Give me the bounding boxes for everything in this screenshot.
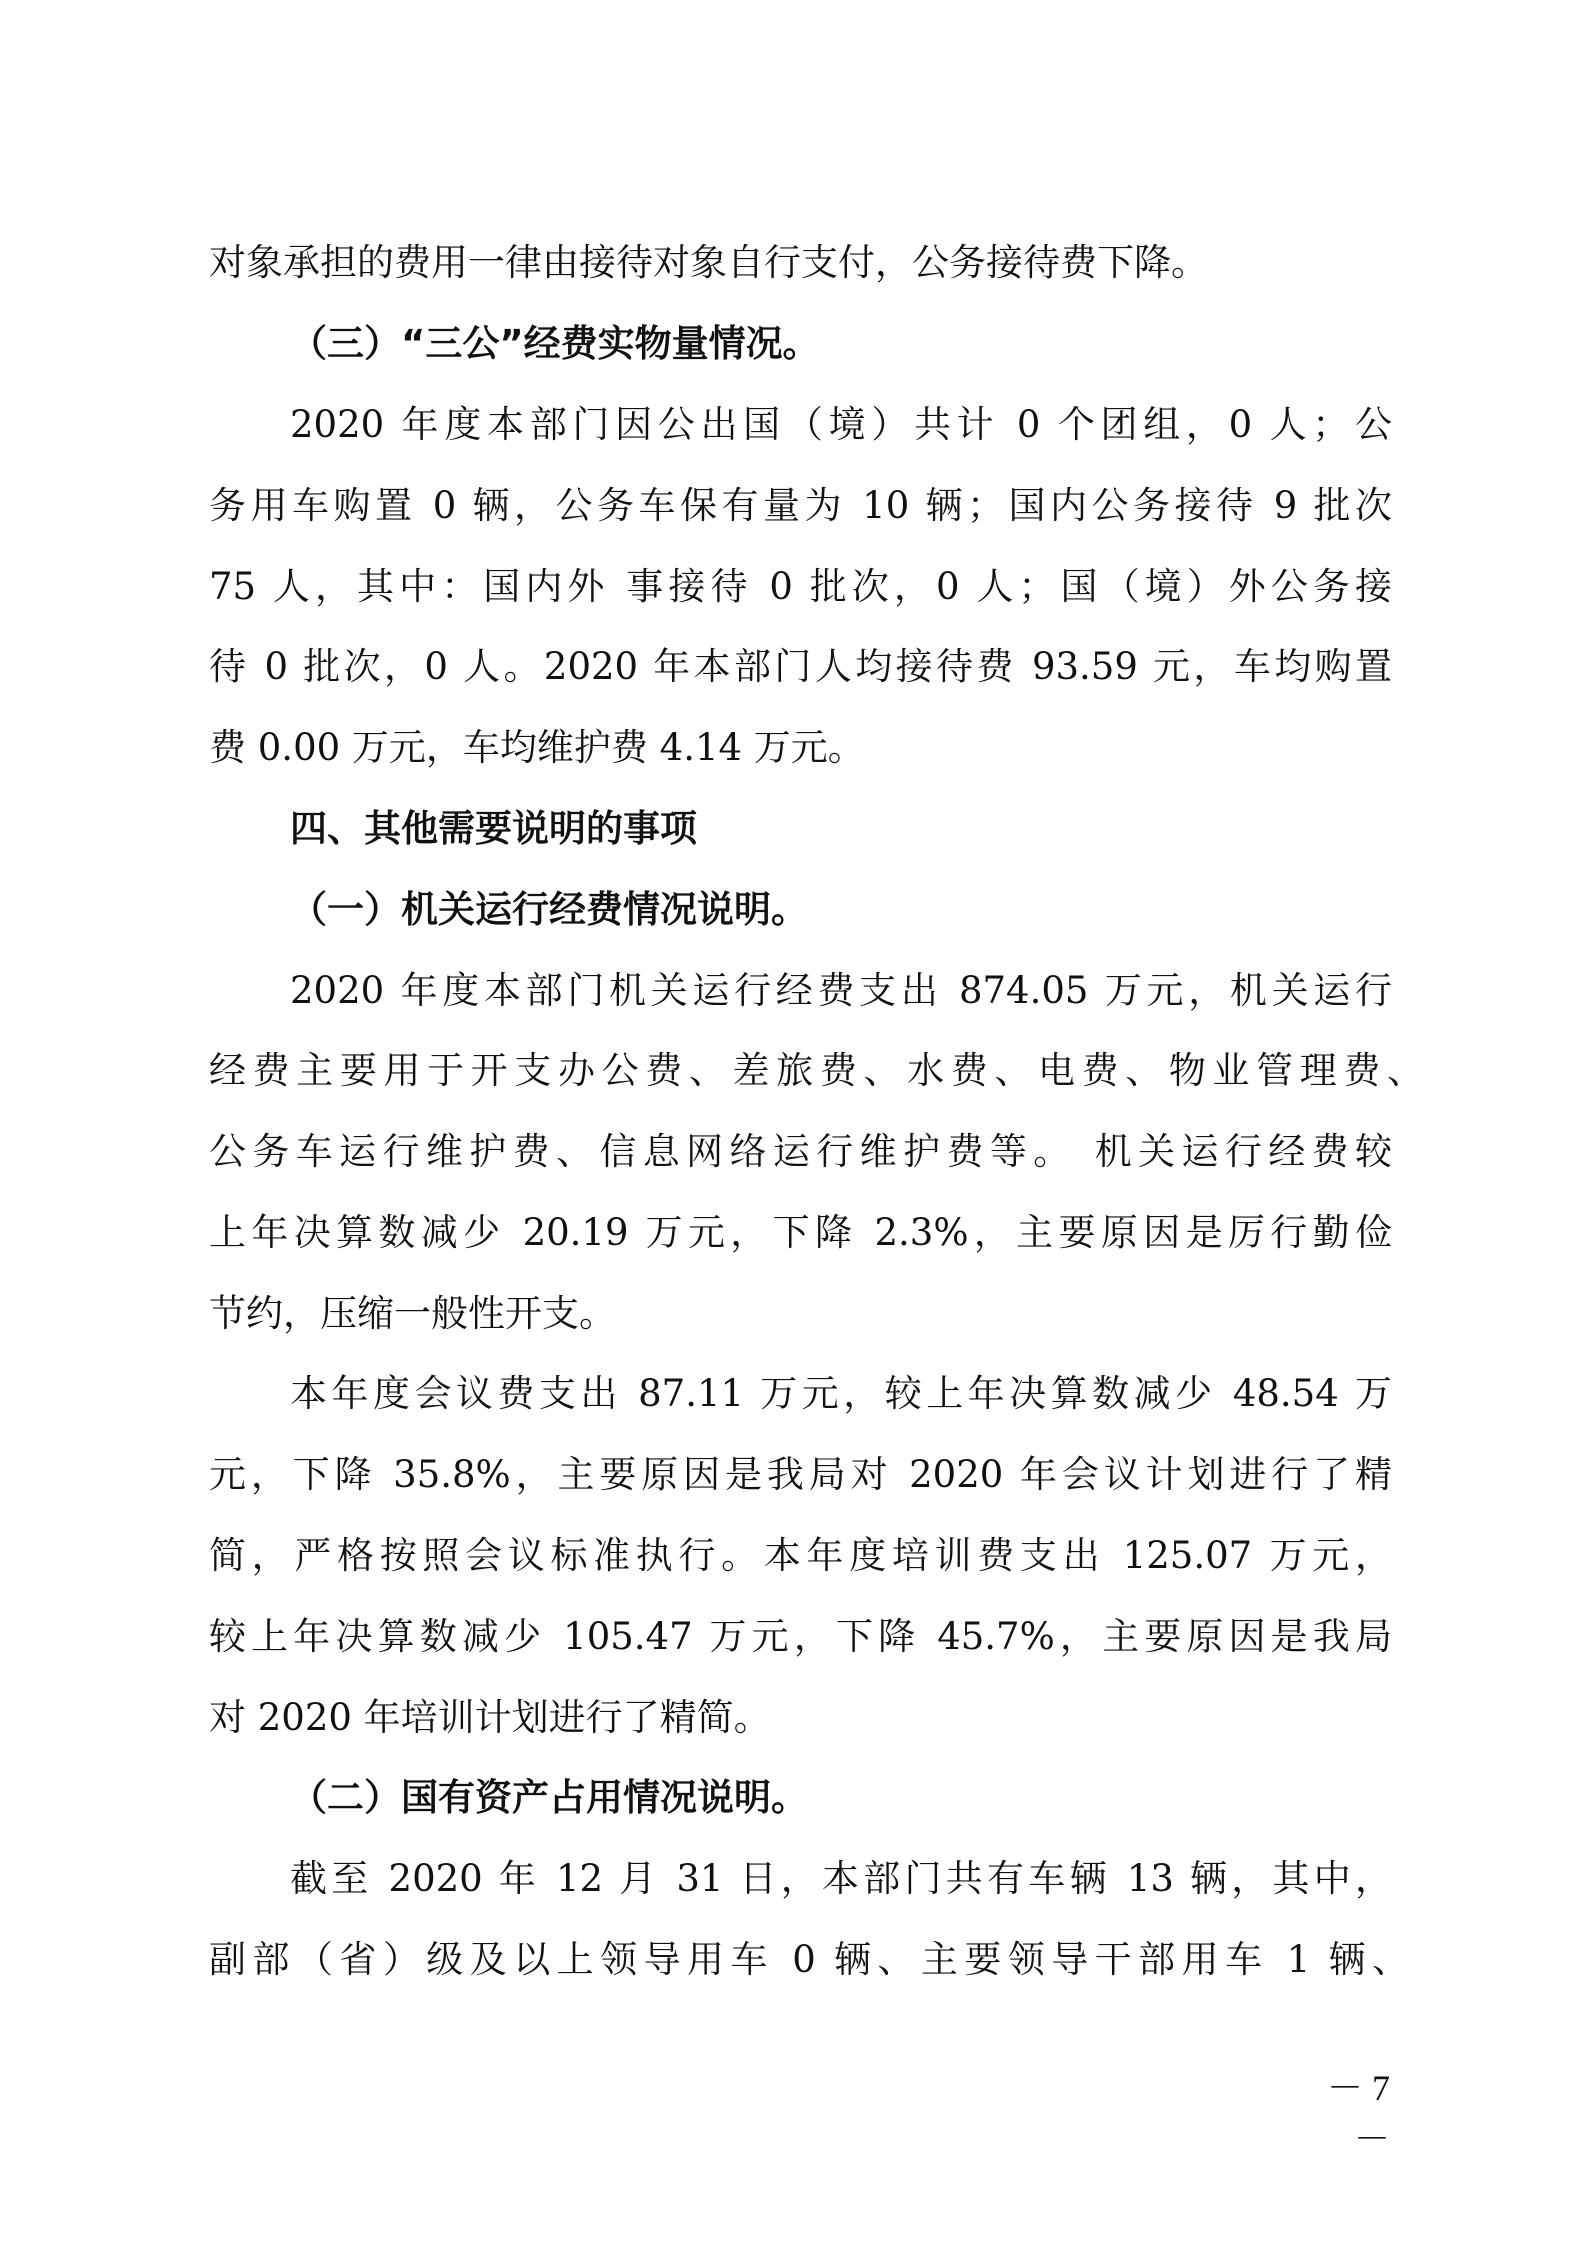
paragraph-line: 较上年决算数减少 105.47 万元，下降 45.7%，主要原因是我局 [209,1615,1392,1658]
paragraph-line: 75 人，其中：国内外 事接待 0 批次，0 人；国（境）外公务接 [209,565,1392,608]
paragraph-line: 上年决算数减少 20.19 万元，下降 2.3%，主要原因是厉行勤俭 [209,1211,1392,1254]
paragraph-line: 经费主要用于开支办公费、差旅费、水费、电费、物业管理费、 [209,1049,1424,1092]
paragraph-line: 本年度会议费支出 87.11 万元，较上年决算数减少 48.54 万 [290,1372,1392,1415]
paragraph-line: 元，下降 35.8%，主要原因是我局对 2020 年会议计划进行了精 [209,1453,1392,1496]
paragraph-line: 2020 年度本部门机关运行经费支出 874.05 万元，机关运行 [290,969,1392,1012]
section-heading: （一）机关运行经费情况说明。 [290,888,808,931]
paragraph-line: 节约，压缩一般性开支。 [209,1292,616,1335]
section-heading: （三）“三公”经费实物量情况。 [290,322,820,365]
paragraph-line: 副部（省）级及以上领导用车 0 辆、主要领导干部用车 1 辆、 [209,1938,1409,1981]
paragraph-line: 简，严格按照会议标准执行。本年度培训费支出 125.07 万元， [209,1534,1392,1577]
section-heading: 四、其他需要说明的事项 [290,807,697,850]
page-number: － 7 － [1326,2068,1390,2159]
paragraph-line: 待 0 批次，0 人。2020 年本部门人均接待费 93.59 元，车均购置 [209,645,1392,688]
paragraph-line: 费 0.00 万元，车均维护费 4.14 万元。 [209,726,865,769]
paragraph-line: 2020 年度本部门因公出国（境）共计 0 个团组，0 人；公 [290,403,1392,446]
paragraph-line: 对象承担的费用一律由接待对象自行支付，公务接待费下降。 [209,241,1208,284]
paragraph-line: 对 2020 年培训计划进行了精简。 [209,1696,771,1739]
paragraph-line: 公务车运行维护费、信息网络运行维护费等。 机关运行经费较 [209,1130,1392,1173]
section-heading: （二）国有资产占用情况说明。 [290,1776,808,1819]
paragraph-line: 截至 2020 年 12 月 31 日，本部门共有车辆 13 辆，其中， [290,1857,1392,1900]
paragraph-line: 务用车购置 0 辆，公务车保有量为 10 辆；国内公务接待 9 批次 [209,484,1392,527]
